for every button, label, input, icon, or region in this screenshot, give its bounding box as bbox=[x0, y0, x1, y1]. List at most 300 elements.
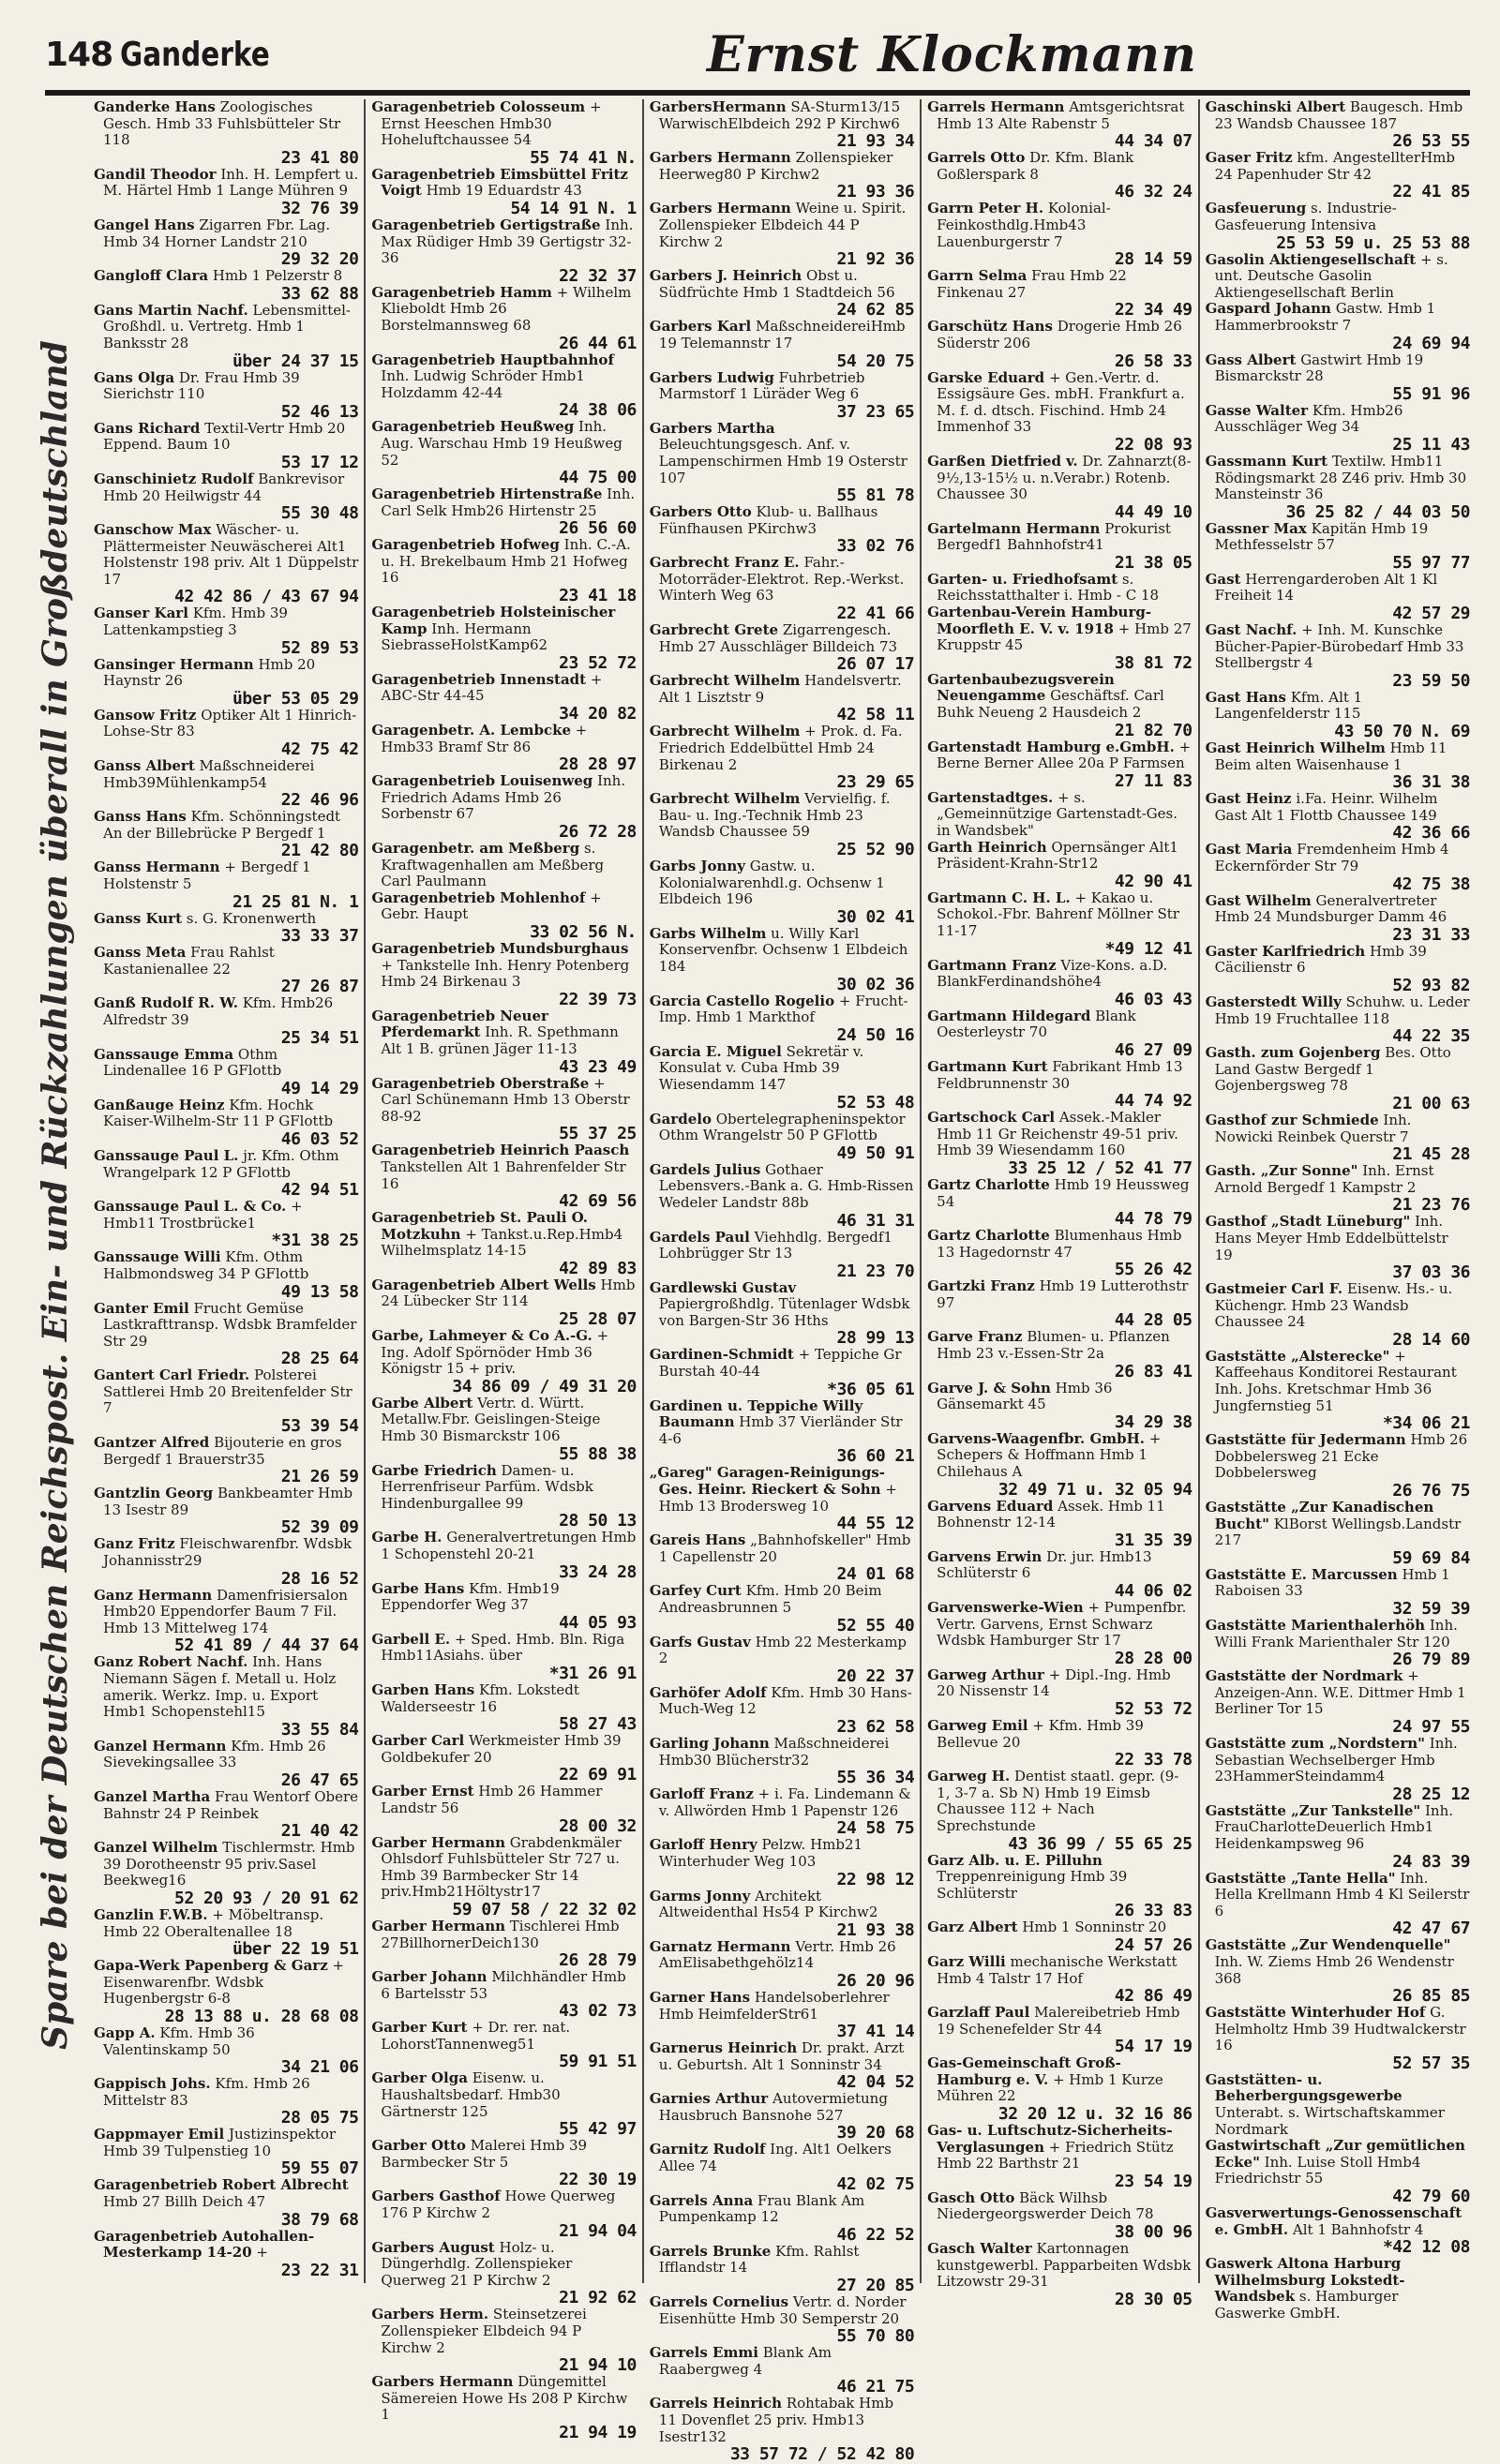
directory-entry bbox=[94, 1840, 358, 1889]
entry-details: + Kfm. Hmb 39 Bellevue 20 bbox=[937, 1716, 1144, 1751]
entry-details: Vertr. d. Norder Eisenhütte Hmb 30 Semperstr 20 bbox=[658, 2293, 907, 2327]
phone-number: 30 02 36 bbox=[836, 974, 915, 994]
directory-entry bbox=[94, 1588, 358, 1637]
directory-entry bbox=[927, 1278, 1192, 1311]
entry-name: Garagenbetrieb Hirtenstraße bbox=[371, 485, 603, 503]
phone-number: 21 23 76 bbox=[1392, 1195, 1470, 1216]
entry-details: Justizinspektor Hmb 39 Tulpenstieg 10 bbox=[103, 2126, 337, 2159]
entry-details: Grabdenkmäler Ohlsdorf Fuhlsbütteler Str 727 u. Hmb 39 Barmbecker Str 14 priv.Hmb21Höltystr17 bbox=[381, 1833, 622, 1901]
phone-number: 21 40 42 bbox=[280, 1821, 359, 1842]
phone-number: 44 75 00 bbox=[559, 468, 637, 488]
phone-number: 27 26 87 bbox=[280, 977, 359, 997]
directory-entry bbox=[94, 522, 358, 588]
directory-entry bbox=[1206, 994, 1470, 1027]
entry-name: Gasth. „Zur Sonne" bbox=[1205, 1162, 1358, 1180]
phone-number: über 22 19 51 bbox=[232, 1939, 359, 1960]
directory-entry bbox=[650, 1112, 914, 1144]
page-number: 148 bbox=[45, 36, 113, 74]
directory-entry bbox=[94, 1047, 358, 1080]
phone-number: 28 16 52 bbox=[280, 1568, 359, 1589]
directory-entry bbox=[650, 1685, 914, 1718]
column-2 bbox=[371, 98, 637, 2442]
directory-entry bbox=[1206, 521, 1470, 554]
entry-name: Gartelmann Hermann bbox=[927, 519, 1101, 537]
entry-details: + Inh. M. Kunschke Bücher-Papier-Bürobedarf Hmb 33 Stellbergstr 4 bbox=[1214, 621, 1464, 672]
phone-number: *31 38 25 bbox=[271, 1231, 359, 1251]
directory-entry bbox=[1206, 842, 1470, 874]
entry-details: Dentist staatl. gepr. (9-1, 3-7 a. Sb N) Hmb 19 Eimsb Chaussee 112 + Nach Sprechstunde bbox=[937, 1768, 1179, 1834]
entry-details: Frau Wentorf Obere Bahnstr 24 P Reinbek bbox=[103, 1787, 359, 1822]
directory-entry bbox=[927, 890, 1192, 940]
entry-name: Garbers Karl bbox=[649, 318, 752, 336]
entry-details: + Hmb 27 Kruppstr 45 bbox=[937, 620, 1192, 654]
entry-name: Ganz Fritz bbox=[94, 1535, 175, 1553]
phone-number: 28 00 32 bbox=[559, 1815, 637, 1836]
directory-entry bbox=[371, 217, 636, 267]
entry-details: Malereibetrieb Hmb 19 Schenefelder Str 44 bbox=[937, 2004, 1180, 2038]
phone-number: 54 14 91 N. 1 bbox=[510, 198, 637, 218]
entry-name: Gandil Theodor bbox=[94, 165, 217, 183]
entry-name: Gas- u. Luftschutz-Sicherheits-Verglasungen bbox=[927, 2122, 1173, 2156]
entry-name: Garbe, Lahmeyer & Co A.-G. bbox=[371, 1327, 592, 1345]
directory-entry bbox=[927, 572, 1192, 605]
directory-entry bbox=[650, 1939, 914, 1972]
directory-entry bbox=[94, 1486, 358, 1518]
phone-number: 38 81 72 bbox=[1114, 652, 1192, 673]
phone-number: 26 07 17 bbox=[836, 654, 915, 675]
phone-number: 34 21 06 bbox=[280, 2057, 359, 2078]
entry-name: Garagenbetrieb Hofweg bbox=[371, 536, 560, 554]
entry-name: Gaststätte der Nordmark bbox=[1205, 1667, 1403, 1685]
phone-number: 33 24 28 bbox=[559, 1561, 637, 1582]
entry-details: Assek. Hmb 11 Bohnenstr 12-14 bbox=[937, 1497, 1165, 1531]
entry-details: Generalvertreter Hmb 24 Mundsburger Damm 46 bbox=[1214, 891, 1448, 926]
directory-entry bbox=[94, 471, 358, 504]
entry-details: SA-Sturm13/15 WarwischElbdeich 292 P Kirchw6 bbox=[658, 98, 901, 132]
phone-number: 26 58 33 bbox=[1114, 351, 1192, 371]
directory-entry bbox=[371, 537, 636, 587]
entry-details: Hmb 20 Haynstr 26 bbox=[103, 655, 316, 690]
directory-entry bbox=[927, 1954, 1192, 1987]
directory-entry bbox=[94, 1739, 358, 1771]
entry-details: + Hmb 1 Kurze Mühren 22 bbox=[937, 2070, 1163, 2105]
entry-name: Gartz Charlotte bbox=[927, 1175, 1050, 1193]
entry-name: Ganssauge Paul L. bbox=[94, 1146, 239, 1164]
entry-name: Garbers Ludwig bbox=[649, 368, 774, 386]
entry-details: + Kaffeehaus Konditorei Restaurant Inh. Johs. Kretschmar Hmb 36 Jungfernstieg 51 bbox=[1214, 1347, 1457, 1414]
phone-number: 24 57 26 bbox=[1114, 1934, 1192, 1955]
directory-entry bbox=[94, 2025, 358, 2058]
entry-name: Ganser Karl bbox=[94, 605, 188, 622]
entry-name: Gartenstadt Hamburg e.GmbH. bbox=[927, 738, 1175, 755]
entry-details: Howe Querweg 176 P Kirchw 2 bbox=[381, 2188, 616, 2222]
entry-details: Inh. Willi Frank Marienthaler Str 120 bbox=[1214, 1617, 1458, 1650]
directory-entry bbox=[927, 370, 1192, 436]
entry-details: Unterabt. s. Wirtschaftskammer Nordmark bbox=[1214, 2104, 1445, 2138]
phone-number: 28 14 59 bbox=[1114, 249, 1192, 270]
entry-name: Gaster Karlfriedrich bbox=[1205, 942, 1366, 960]
entry-details: Kfm. Hmb 20 Beim Andreasbrunnen 5 bbox=[658, 1582, 882, 1616]
entry-name: Ganssauge Willi bbox=[94, 1248, 221, 1266]
phone-number: 44 05 93 bbox=[559, 1612, 637, 1633]
entry-details: + Eisenwarenfbr. Wdsbk Hugenbergstr 6-8 bbox=[103, 1957, 345, 2008]
entry-details: + Gebr. Haupt bbox=[381, 889, 602, 923]
entry-details: MaßschneidereiHmb 19 Telemannstr 17 bbox=[658, 318, 906, 351]
directory-entry bbox=[927, 739, 1192, 772]
phone-number: 26 20 96 bbox=[836, 1970, 915, 1991]
phone-number: 46 32 24 bbox=[1114, 182, 1192, 202]
directory-entry bbox=[1206, 301, 1470, 334]
entry-details: Kapitän Hmb 19 Methfesselstr 57 bbox=[1214, 519, 1429, 554]
entry-details: Amtsgerichtsrat Hmb 13 Alte Rabenstr 5 bbox=[937, 98, 1185, 132]
directory-entry bbox=[927, 319, 1192, 351]
directory-entry bbox=[927, 2055, 1192, 2105]
directory-entry bbox=[94, 1958, 358, 2008]
entry-name: Gasolin Aktiengesellschaft bbox=[1205, 250, 1417, 268]
directory-entry bbox=[650, 1230, 914, 1262]
phone-number: 32 49 71 u. 32 05 94 bbox=[998, 1479, 1192, 1500]
entry-name: Gansow Fritz bbox=[94, 706, 197, 724]
phone-number: 22 46 96 bbox=[280, 790, 359, 811]
directory-entry bbox=[650, 1044, 914, 1094]
phone-number: 55 70 80 bbox=[836, 2326, 915, 2347]
phone-number: 46 03 52 bbox=[280, 1128, 359, 1149]
entry-name: Gaststätte „Zur Tankstelle" bbox=[1205, 1801, 1421, 1819]
entry-details: kfm. AngestellterHmb 24 Papenhuder Str 42 bbox=[1214, 149, 1455, 183]
phone-number: 46 21 75 bbox=[836, 2377, 915, 2397]
entry-details: Kfm. Hmb19 Eppendorfer Weg 37 bbox=[381, 1579, 560, 1614]
phone-number: 21 82 70 bbox=[1114, 720, 1192, 740]
directory-entry bbox=[371, 841, 636, 890]
entry-name: Garvens Erwin bbox=[927, 1547, 1042, 1565]
entry-details: Othm Lindenallee 16 P GFlottb bbox=[103, 1045, 282, 1080]
directory-entry bbox=[650, 504, 914, 537]
phone-number: 22 98 12 bbox=[836, 1869, 915, 1889]
entry-details: Textilw. Hmb11 Rödingsmarkt 28 Z46 priv. Hmb 30 Mansteinstr 36 bbox=[1214, 452, 1467, 503]
directory-entry bbox=[927, 99, 1192, 132]
entry-details: Kfm. Schönningstedt An der Billebrücke P Bergedf 1 bbox=[103, 808, 341, 842]
entry-details: Tankstellen Alt 1 Bahrenfelder Str 16 bbox=[381, 1157, 626, 1192]
phone-number: 28 25 12 bbox=[1392, 1784, 1470, 1804]
directory-entry bbox=[1206, 1432, 1470, 1482]
directory-entry bbox=[650, 99, 914, 132]
column-4 bbox=[927, 98, 1192, 2309]
phone-number: 28 13 88 u. 28 68 08 bbox=[164, 2006, 359, 2026]
entry-details: Kfm. Hmb 30 Hans-Much-Weg 12 bbox=[658, 1683, 912, 1718]
entry-details: + s. „Gemeinnützige Gartenstadt-Ges. in Wandsbek" bbox=[937, 788, 1178, 839]
phone-number: 28 28 00 bbox=[1114, 1648, 1192, 1668]
phone-number: *31 26 91 bbox=[548, 1663, 637, 1683]
directory-entry bbox=[371, 2138, 636, 2171]
directory-entry bbox=[927, 1177, 1192, 1210]
entry-name: Garbers Hermann bbox=[371, 2373, 514, 2391]
directory-entry bbox=[371, 773, 636, 823]
entry-name: Gareis Hans bbox=[649, 1531, 746, 1549]
phone-number: 36 31 38 bbox=[1392, 772, 1470, 793]
directory-entry bbox=[650, 2040, 914, 2073]
column-5 bbox=[1205, 98, 1470, 2322]
entry-details: + Friedrich Stütz Hmb 22 Barthstr 21 bbox=[937, 2138, 1174, 2173]
entry-name: Gartz Charlotte bbox=[927, 1227, 1050, 1245]
phone-number: 23 59 50 bbox=[1392, 670, 1470, 691]
entry-name: Garbe H. bbox=[371, 1529, 442, 1546]
entry-name: Garbe Hans bbox=[371, 1579, 465, 1597]
entry-name: Gast Heinz bbox=[1205, 790, 1292, 808]
column-divider bbox=[920, 99, 922, 2283]
entry-name: Garber Johann bbox=[371, 1968, 488, 1986]
entry-details: Kfm. Hmb 39 Lattenkampstieg 3 bbox=[103, 605, 288, 639]
directory-entry bbox=[650, 1837, 914, 1870]
entry-details: Hmb 22 Mesterkamp 2 bbox=[658, 1633, 908, 1667]
entry-details: Kfm. Hmb 26 Sievekingsallee 33 bbox=[103, 1737, 326, 1771]
phone-number: 27 20 85 bbox=[836, 2276, 915, 2296]
phone-number: 55 42 97 bbox=[559, 2119, 637, 2140]
phone-number: 28 25 64 bbox=[280, 1349, 359, 1369]
phone-number: 23 52 72 bbox=[559, 652, 637, 673]
phone-number: 52 53 72 bbox=[1114, 1698, 1192, 1719]
directory-entry bbox=[94, 1789, 358, 1822]
phone-number: 25 28 07 bbox=[559, 1309, 637, 1330]
entry-details: Polsterei Sattlerei Hmb 20 Breitenfelder Str 7 bbox=[103, 1366, 352, 1417]
phone-number: 26 33 83 bbox=[1114, 1901, 1192, 1921]
phone-number: 53 17 12 bbox=[280, 452, 359, 472]
entry-details: Gastwirt Hmb 19 Bismarckstr 28 bbox=[1214, 351, 1424, 385]
directory-entry bbox=[1206, 454, 1470, 503]
entry-details: Fremdenheim Hmb 4 Eckernförder Str 79 bbox=[1214, 841, 1449, 874]
entry-details: s. Kraftwagenhallen am Meßberg Carl Paulmann bbox=[381, 840, 605, 890]
phone-number: 28 28 97 bbox=[559, 754, 637, 775]
entry-details: + Carl Schünemann Hmb 13 Oberstr 88-92 bbox=[381, 1074, 630, 1125]
entry-name: Gast Heinrich Wilhelm bbox=[1205, 739, 1386, 757]
phone-number: 55 74 41 N. bbox=[530, 147, 637, 168]
entry-details: Hmb 36 Gänsemarkt 45 bbox=[937, 1379, 1113, 1413]
entry-details: „Bahnhofskeller" Hmb 1 Capellenstr 20 bbox=[658, 1531, 911, 1565]
phone-number: 29 32 20 bbox=[280, 249, 359, 270]
entry-name: Garagenbetrieb Neuer Pferdemarkt bbox=[371, 1007, 548, 1041]
entry-details: Inh. FrauCharlotteDeuerlich Hmb1 Heidenkampsweg 96 bbox=[1214, 1801, 1454, 1852]
entry-name: Gasterstedt Willy bbox=[1205, 993, 1342, 1010]
entry-details: Blank Am Raabergweg 4 bbox=[658, 2344, 832, 2378]
directory-entry bbox=[927, 840, 1192, 873]
entry-details: Dr. Kfm. Blank Goßlerspark 8 bbox=[937, 149, 1134, 183]
phone-number: über 24 37 15 bbox=[232, 351, 359, 371]
directory-entry bbox=[1206, 690, 1470, 723]
entry-details: Düngemittel Sämereien Howe Hs 208 P Kirchw 1 bbox=[381, 2373, 628, 2424]
directory-entry bbox=[650, 1990, 914, 2023]
directory-entry bbox=[650, 1347, 914, 1380]
entry-name: Garrels Hermann bbox=[927, 98, 1065, 115]
directory-entry bbox=[1206, 1567, 1470, 1600]
entry-name: Ganschow Max bbox=[94, 521, 212, 539]
directory-entry bbox=[371, 2070, 636, 2120]
phone-number: 30 02 41 bbox=[836, 906, 915, 927]
entry-name: Garner Hans bbox=[649, 1988, 751, 2006]
directory-entry bbox=[94, 809, 358, 842]
entry-details: Hmb 19 Lutterothstr 97 bbox=[937, 1277, 1189, 1311]
phone-number: 22 39 73 bbox=[559, 989, 637, 1009]
directory-entry bbox=[94, 758, 358, 791]
entry-name: Garbrecht Wilhelm bbox=[649, 723, 801, 740]
entry-details: Fleischwarenfbr. Wdsbk Johannisstr29 bbox=[103, 1535, 352, 1570]
entry-details: + Prok. d. Fa. Friedrich Eddelbüttel Hmb 24 Birkenau 2 bbox=[658, 723, 903, 773]
entry-name: Garben Hans bbox=[371, 1680, 475, 1698]
entry-name: Gans Martin Nachf. bbox=[94, 301, 248, 319]
entry-name: Garagenbetrieb Heinrich Paasch bbox=[371, 1142, 630, 1159]
entry-name: GarbersHermann bbox=[649, 98, 787, 115]
phone-number: 21 42 80 bbox=[280, 841, 359, 861]
entry-details: Tischlermstr. Hmb 39 Dorotheenstr 95 priv.Sasel Beekweg16 bbox=[103, 1839, 355, 1889]
entry-name: Garagenbetrieb Hamm bbox=[371, 283, 552, 301]
phone-number: *36 05 61 bbox=[827, 1379, 915, 1399]
entry-details: Vervielfig. f. Bau- u. Ing.-Technik Hmb 23 Wandsb Chaussee 59 bbox=[658, 790, 891, 841]
directory-entry bbox=[927, 201, 1192, 250]
entry-details: Hmb 19 Heussweg 54 bbox=[937, 1175, 1190, 1210]
entry-details: Handelsvertr. Alt 1 Lisztstr 9 bbox=[658, 672, 902, 706]
phone-number: 53 39 54 bbox=[280, 1416, 359, 1437]
entry-details: s. G. Kronenwerth bbox=[186, 909, 317, 927]
entry-details: + Schepers & Hoffmann Hmb 1 Chilehaus A bbox=[937, 1429, 1162, 1481]
entry-details: Inh. Hermann SiebrasseHolstKamp62 bbox=[381, 620, 548, 654]
entry-name: Gapa-Werk Papenberg & Garz bbox=[94, 1957, 328, 1975]
directory-entry bbox=[94, 1536, 358, 1569]
phone-number: 54 17 19 bbox=[1114, 2037, 1192, 2057]
phone-number: 26 72 28 bbox=[559, 822, 637, 842]
phone-number: 55 37 25 bbox=[559, 1124, 637, 1144]
entry-details: Inh. Ludwig Schröder Hmb1 Holzdamm 42-44 bbox=[381, 367, 585, 401]
phone-number: 21 23 70 bbox=[836, 1261, 915, 1281]
entry-details: s. Industrie-Gasfeuerung Intensiva bbox=[1214, 200, 1397, 233]
directory-entry bbox=[94, 2127, 358, 2159]
entry-name: Garcia Castello Rogelio bbox=[649, 992, 835, 1009]
phone-number: 21 93 38 bbox=[836, 1919, 915, 1940]
phone-number: 59 91 51 bbox=[559, 2052, 637, 2072]
directory-entry bbox=[650, 1889, 914, 1921]
directory-entry bbox=[1206, 150, 1470, 183]
phone-number: 21 92 62 bbox=[559, 2288, 637, 2308]
entry-name: Gaststätte E. Marcussen bbox=[1205, 1565, 1398, 1583]
entry-details: Kfm. Hmb26 Ausschläger Weg 34 bbox=[1214, 401, 1403, 436]
entry-name: Garagenbetrieb Mundsburghaus bbox=[371, 939, 629, 957]
entry-name: Gartmann C. H. L. bbox=[927, 889, 1071, 906]
phone-number: 36 25 82 / 44 03 50 bbox=[1285, 501, 1470, 522]
phone-number: 23 54 19 bbox=[1114, 2171, 1192, 2191]
entry-details: Blumen- u. Pflanzen Hmb 23 v.-Essen-Str 2a bbox=[937, 1328, 1170, 1363]
entry-name: Garvens-Waagenfbr. GmbH. bbox=[927, 1429, 1146, 1447]
entry-name: Garbe Albert bbox=[371, 1394, 473, 1411]
directory-entry bbox=[371, 1210, 636, 1260]
entry-details: Fahr.-Motorräder-Elektrot. Rep.-Werkst. Winterh Weg 63 bbox=[658, 554, 905, 605]
entry-details: Zoologisches Gesch. Hmb 33 Fuhlsbütteler Str 118 bbox=[103, 98, 341, 149]
phone-number: 46 03 43 bbox=[1114, 989, 1192, 1009]
phone-number: 55 30 48 bbox=[280, 503, 359, 524]
entry-name: Ganss Hans bbox=[94, 808, 187, 826]
entry-name: Garve J. & Sohn bbox=[927, 1379, 1051, 1396]
directory-entry bbox=[371, 1682, 636, 1715]
directory-entry bbox=[927, 1549, 1192, 1582]
entry-details: Kfm. Hmb 36 Valentinskamp 50 bbox=[103, 2023, 255, 2058]
entry-details: jr. Kfm. Othm Wrangelpark 12 P GFlottb bbox=[103, 1146, 339, 1181]
phone-number: 49 13 58 bbox=[280, 1281, 359, 1302]
phone-number: 52 93 82 bbox=[1392, 975, 1470, 995]
directory-entry bbox=[650, 150, 914, 183]
directory-entry bbox=[1206, 2005, 1470, 2054]
directory-entry bbox=[650, 1786, 914, 1819]
directory-entry bbox=[927, 1329, 1192, 1362]
phone-number: 22 08 93 bbox=[1114, 434, 1192, 455]
entry-name: Gas-Gemeinschaft Groß-Hamburg e. V. bbox=[927, 2054, 1121, 2088]
directory-entry bbox=[371, 99, 636, 149]
entry-name: Gaser Fritz bbox=[1205, 149, 1293, 167]
entry-details: Inh. R. Spethmann Alt 1 B. grünen Jäger 11-13 bbox=[381, 1023, 619, 1057]
entry-name: Garbers Hermann bbox=[649, 200, 791, 217]
entry-name: Garbs Jonny bbox=[649, 858, 745, 874]
entry-name: Gardels Paul bbox=[649, 1228, 750, 1246]
entry-name: Garten- u. Friedhofsamt bbox=[927, 570, 1118, 588]
phone-number: 33 02 56 N. bbox=[530, 921, 637, 942]
phone-number: 46 31 31 bbox=[836, 1210, 915, 1231]
directory-entry bbox=[371, 1142, 636, 1192]
entry-name: Garbrecht Franz E. bbox=[649, 554, 800, 572]
phone-number: 23 22 31 bbox=[280, 2260, 359, 2280]
directory-entry bbox=[94, 911, 358, 928]
entry-name: Garber Olga bbox=[371, 2069, 468, 2087]
phone-number: 52 39 09 bbox=[280, 1517, 359, 1538]
directory-entry bbox=[927, 2241, 1192, 2291]
directory-entry bbox=[1206, 740, 1470, 773]
directory-entry bbox=[371, 2188, 636, 2221]
directory-entry bbox=[927, 2190, 1192, 2223]
entry-name: Gans Olga bbox=[94, 368, 175, 386]
phone-number: 55 81 78 bbox=[836, 485, 915, 506]
entry-details: + Wilhelm Klieboldt Hmb 26 Borstelmannsweg 68 bbox=[381, 283, 632, 334]
directory-entry bbox=[650, 673, 914, 706]
directory-entry bbox=[94, 605, 358, 638]
directory-entry bbox=[94, 1148, 358, 1181]
entry-details: Ing. Alt1 Oelkers Allee 74 bbox=[658, 2141, 892, 2175]
entry-name: Gasth. zum Gojenberg bbox=[1205, 1044, 1381, 1062]
column-3 bbox=[649, 98, 915, 2464]
entry-name: Ganss Meta bbox=[94, 944, 187, 962]
directory-entry bbox=[1206, 1500, 1470, 1549]
entry-name: Garrels Otto bbox=[927, 149, 1026, 167]
directory-entry bbox=[371, 1076, 636, 1126]
entry-details: Papiergroßhdlg. Tütenlager Wdsbk von Bargen-Str 36 Hths bbox=[658, 1295, 910, 1329]
phone-number: über 53 05 29 bbox=[232, 688, 359, 709]
directory-entry bbox=[371, 2020, 636, 2053]
phone-number: 25 34 51 bbox=[280, 1027, 359, 1048]
entry-name: Gartenstadtges. bbox=[927, 788, 1054, 806]
entry-name: Gastwirtschaft „Zur gemütlichen Ecke" bbox=[1205, 2137, 1465, 2171]
entry-name: Garrels Heinrich bbox=[649, 2395, 782, 2412]
directory-entry bbox=[650, 2244, 914, 2277]
entry-details: Inh. Carl Selk Hmb26 Hirtenstr 25 bbox=[381, 485, 636, 519]
phone-number: 42 04 52 bbox=[836, 2072, 915, 2093]
directory-entry bbox=[927, 2123, 1192, 2173]
entry-details: Inh. Hans Niemann Sägen f. Metall u. Holz amerik. Werkz. Imp. u. Export Hmb1 Schopenstehl15 bbox=[103, 1653, 337, 1721]
entry-name: Gardinen u. Teppiche Willy Baumann bbox=[649, 1396, 863, 1431]
phone-number: 21 93 34 bbox=[836, 131, 915, 152]
entry-details: Vertr. d. Württ. Metallw.Fbr. Geislingen-Steige Hmb 30 Bismarckstr 106 bbox=[381, 1394, 601, 1445]
directory-entry bbox=[371, 419, 636, 469]
phone-number: 49 14 29 bbox=[280, 1078, 359, 1098]
entry-details: Optiker Alt 1 Hinrich-Lohse-Str 83 bbox=[103, 706, 357, 740]
entry-name: Gaststätte „Zur Kanadischen Bucht" bbox=[1205, 1499, 1434, 1532]
phone-number: 28 30 05 bbox=[1114, 2289, 1192, 2309]
phone-number: 43 23 49 bbox=[559, 1056, 637, 1077]
phone-number: 33 55 84 bbox=[280, 1719, 359, 1740]
entry-name: Gass Albert bbox=[1205, 351, 1297, 368]
entry-details: Hmb 27 Billh Deich 47 bbox=[103, 2193, 265, 2211]
